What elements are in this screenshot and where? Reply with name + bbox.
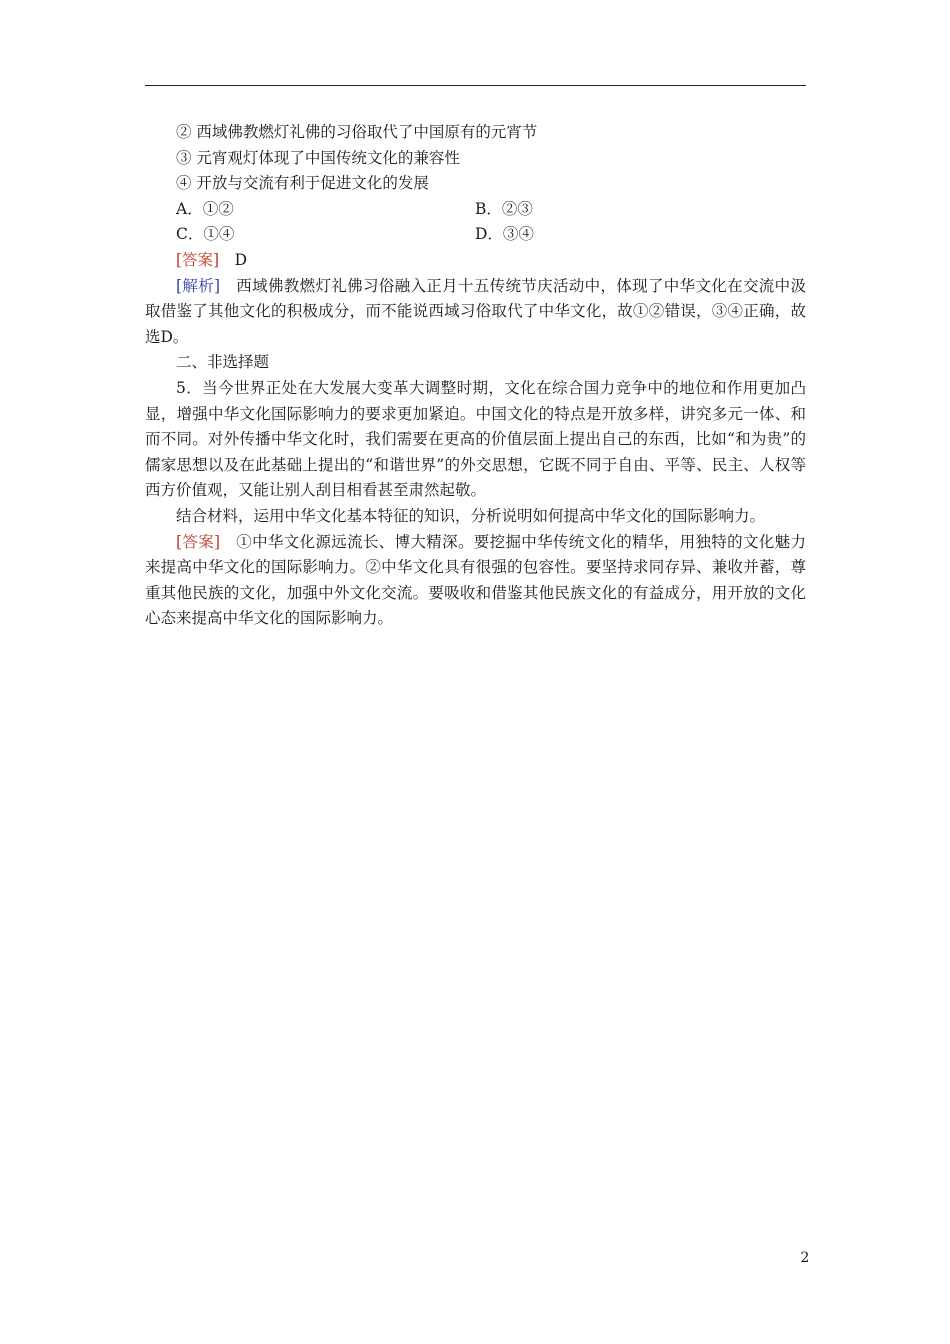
answer-tag: [答案] — [176, 250, 220, 269]
option-c: C．①④ — [176, 225, 235, 244]
q4-answer — [145, 248, 806, 274]
analysis-text: 西域佛教燃灯礼佛习俗融入正月十五传统节庆活动中，体现了中华文化在交流中汲取借鉴了其他文化的积极成分，而不能说西域习俗取代了中华文化，故①②错误，③④正确，故选D。 — [145, 276, 806, 346]
section-heading: 二、非选择题 — [176, 353, 270, 372]
answer-value: D — [234, 250, 248, 269]
options-row-1 — [145, 197, 806, 223]
options-row-2 — [145, 222, 806, 248]
option-b: B．②③ — [475, 199, 533, 218]
page-content — [145, 120, 806, 632]
option-a: A．①② — [176, 199, 234, 218]
q4-analysis — [145, 274, 806, 351]
option-d: D．③④ — [475, 225, 534, 244]
analysis-tag: [解析] — [176, 276, 221, 295]
q5-answer — [145, 530, 806, 632]
q5-material: 5．当今世界正处在大发展大变革大调整时期，文化在综合国力竞争中的地位和作用更加凸显，增强中华文化国际影响力的要求更加紧迫。中国文化的特点是开放多样，讲究多元一体、和而不同。对外传播中华文化时，我们需要在更高的价值层面上提出自己的东西，比如“和为贵”的儒家思想以及在此基础上提出的“和谐世界”的外交思想，它既不同于自由、平等、民主、人权等西方价值观，又能让别人刮目相看甚至肃然起敬。 — [145, 378, 806, 500]
statement-2: ② 西域佛教燃灯礼佛的习俗取代了中国原有的元宵节 — [176, 123, 538, 141]
header-rule — [145, 85, 806, 86]
page-number: 2 — [800, 1250, 810, 1266]
statement-3: ③ 元宵观灯体现了中国传统文化的兼容性 — [176, 148, 460, 167]
q5-prompt: 结合材料，运用中华文化基本特征的知识，分析说明如何提高中华文化的国际影响力。 — [176, 506, 766, 525]
statement-4: ④ 开放与交流有利于促进文化的发展 — [176, 174, 429, 193]
answer-text: ①中华文化源远流长、博大精深。要挖掘中华传统文化的精华，用独特的文化魅力来提高中华文化的国际影响力。②中华文化具有很强的包容性。要坚持求同存异、兼收并蓄，尊重其他民族的文化，加强中外文化交流。要吸收和借鉴其他民族文化的有益成分，用开放的文化心态来提高中华文化的国际影响力。 — [145, 532, 806, 628]
answer-tag: [答案] — [176, 532, 221, 551]
